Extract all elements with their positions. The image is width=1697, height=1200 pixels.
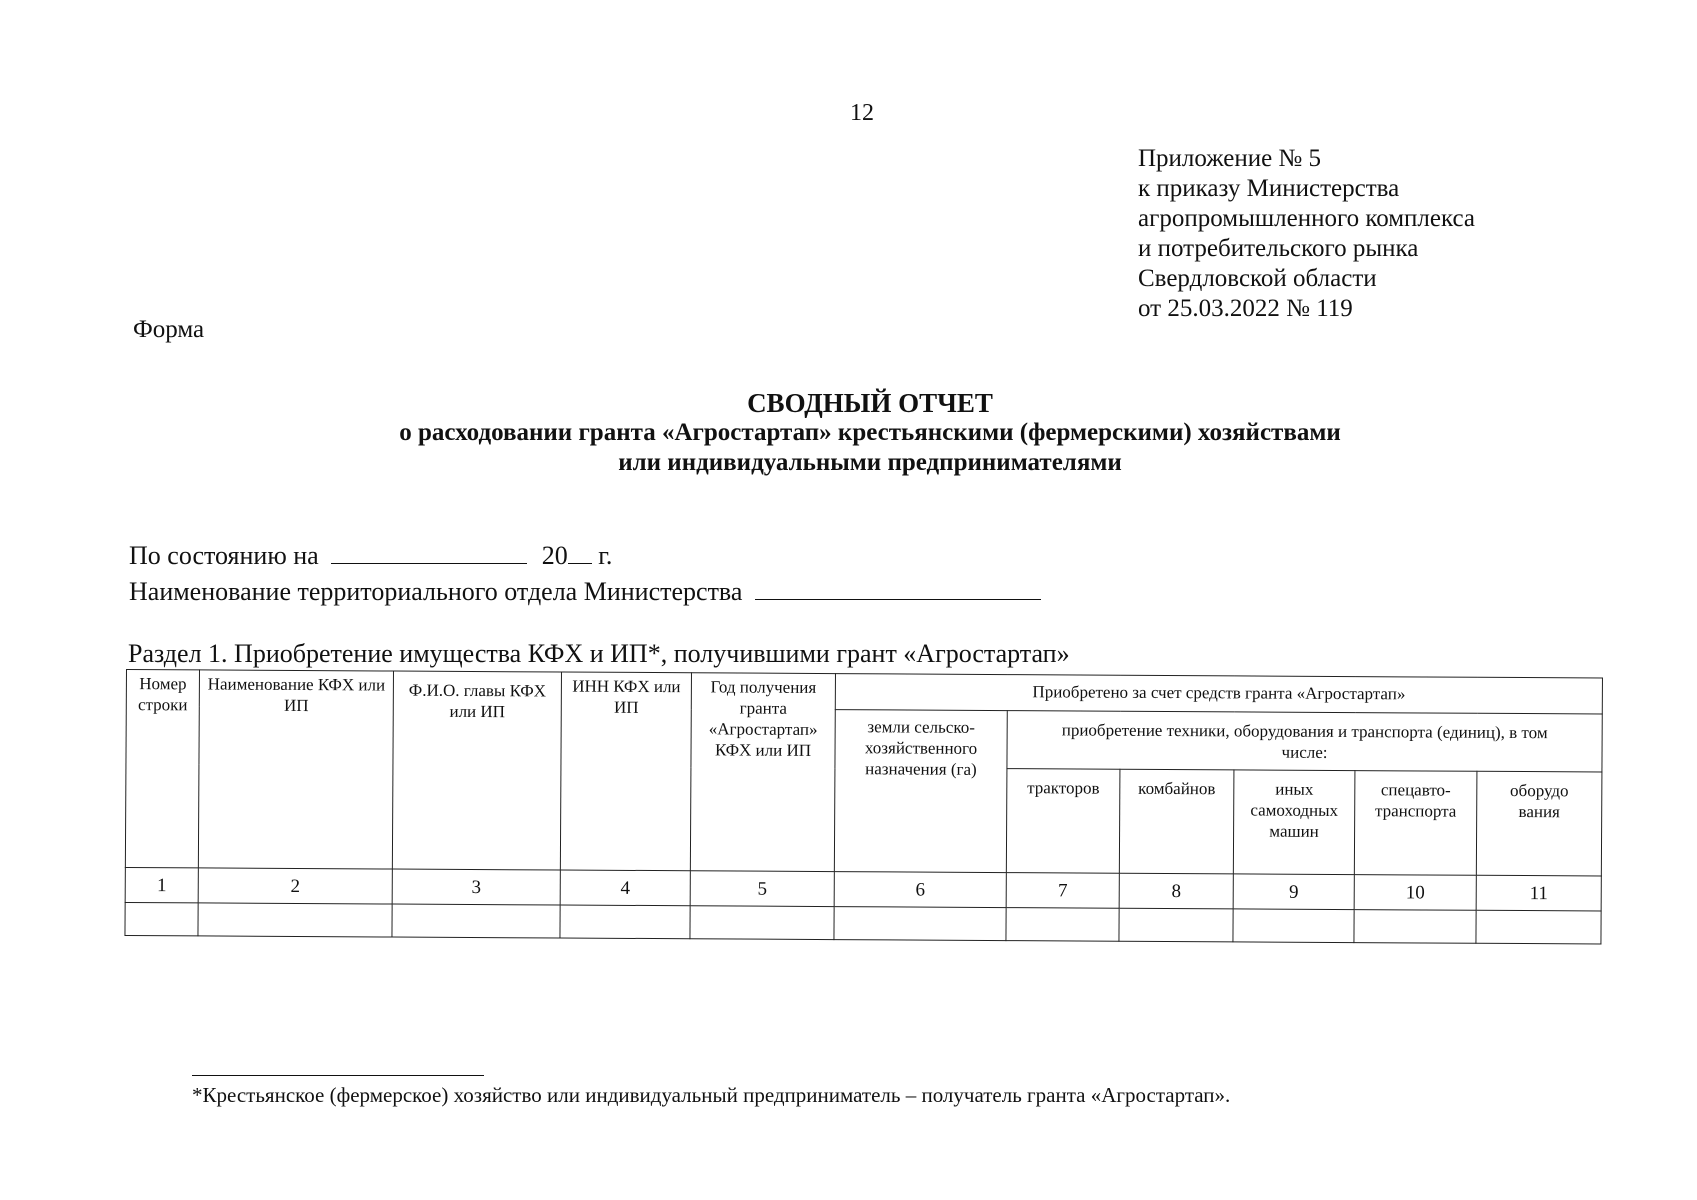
header-equipment-group: приобретение техники, оборудования и транспорта (единиц), в том числе: (1007, 711, 1602, 772)
column-number: 1 (125, 867, 198, 902)
department-label: Наименование территориального отдела Министерства (129, 577, 743, 606)
table-cell[interactable] (560, 905, 690, 939)
header-land: земли сельско-хозяйственного назначения (га) (834, 710, 1007, 873)
column-number: 4 (560, 870, 690, 906)
table-cell[interactable] (1476, 910, 1601, 944)
appendix-line: Приложение № 5 (1138, 145, 1322, 172)
header-inn: ИНН КФХ или ИП (560, 672, 691, 871)
header-grant-year: Год получения гранта «Агростартап» КФХ или ИП (690, 673, 835, 872)
department-blank-field[interactable] (755, 577, 1041, 600)
header-tractors: тракторов (1006, 769, 1120, 874)
table-cell[interactable] (834, 907, 1006, 941)
section-title: Раздел 1. Приобретение имущества КФХ и ИП*, получившими грант «Агростартап» (128, 639, 1070, 668)
table-cell[interactable] (1354, 910, 1476, 944)
table-cell[interactable] (392, 904, 560, 938)
as-of-date-line (129, 538, 1041, 574)
column-number: 7 (1006, 873, 1119, 909)
footnote-divider (192, 1075, 484, 1076)
report-title (0, 388, 1697, 478)
table-cell[interactable] (1006, 908, 1119, 942)
header-name: Наименование КФХ или ИП (198, 670, 393, 869)
column-number: 9 (1233, 874, 1354, 910)
header-combines: комбайнов (1119, 769, 1234, 874)
page-number: 12 (850, 100, 874, 126)
department-line (129, 574, 1041, 610)
report-title-line: о расходовании гранта «Агростартап» крестьянскими (фермерскими) хозяйствами (399, 419, 1341, 446)
report-table (124, 669, 1603, 945)
header-special-transport: спецавто-транспорта (1354, 771, 1477, 876)
table-cell[interactable] (198, 903, 392, 937)
appendix-line: и потребительского рынка (1138, 235, 1419, 262)
column-number: 11 (1476, 875, 1601, 911)
header-other-machines: иных самоходных машин (1233, 770, 1355, 875)
year-prefix: 20 (541, 541, 568, 570)
column-number: 2 (198, 868, 392, 904)
column-number: 5 (690, 871, 834, 907)
report-title-main: СВОДНЫЙ ОТЧЕТ (747, 388, 993, 418)
year-suffix: г. (591, 541, 613, 570)
footnote: *Крестьянское (фермерское) хозяйство или индивидуальный предприниматель – получатель гранта «Агростартап». (192, 1083, 1231, 1107)
column-number: 3 (392, 869, 560, 905)
appendix-line: агропромышленного комплекса (1138, 205, 1476, 232)
header-acquired-group: Приобретено за счет средств гранта «Агростартап» (835, 674, 1602, 714)
header-head-fio: Ф.И.О. главы КФХ или ИП (392, 671, 561, 870)
report-title-line: или индивидуальными предпринимателями (618, 449, 1122, 476)
appendix-line: от 25.03.2022 № 119 (1138, 295, 1353, 322)
status-block (129, 538, 1041, 610)
form-label: Форма (133, 316, 205, 343)
appendix-line: к приказу Министерства (1138, 175, 1400, 202)
year-blank-field[interactable] (568, 541, 592, 564)
column-number: 6 (834, 872, 1006, 908)
column-number: 8 (1119, 873, 1233, 909)
header-row-number: Номер строки (125, 670, 199, 868)
appendix-line: Свердловской области (1138, 265, 1377, 292)
appendix-block (1138, 144, 1475, 324)
table-cell[interactable] (1233, 909, 1354, 943)
column-number: 10 (1354, 875, 1476, 911)
date-blank-field[interactable] (331, 541, 527, 564)
table-cell[interactable] (690, 906, 834, 940)
table-cell[interactable] (125, 902, 198, 935)
table-cell[interactable] (1119, 908, 1233, 942)
as-of-label: По состоянию на (129, 541, 319, 570)
header-equipment: оборудо вания (1476, 771, 1602, 876)
